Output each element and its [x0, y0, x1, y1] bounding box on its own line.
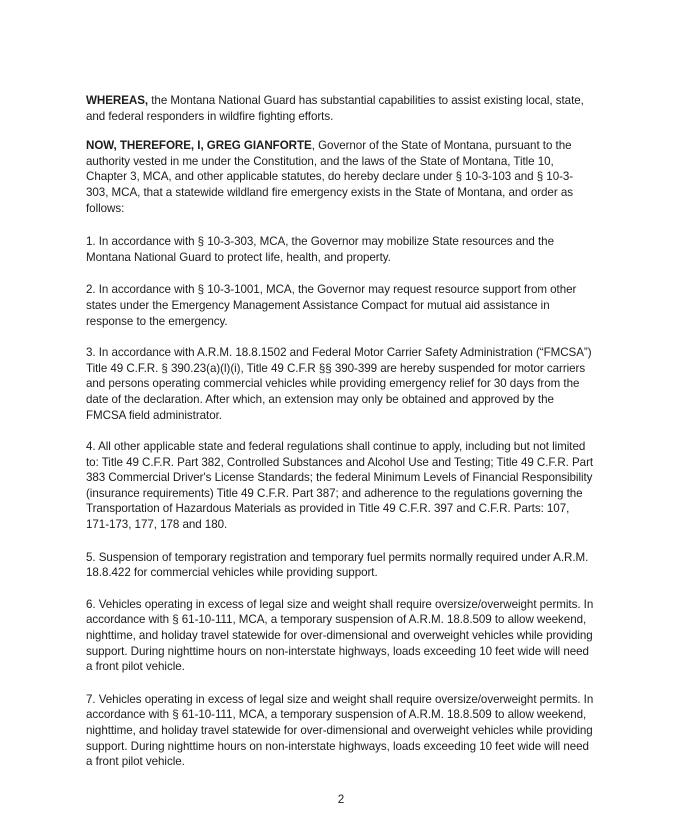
order-item-7: 7. Vehicles operating in excess of legal size and weight shall require oversize/overweight permits. In accordance with § 61-10-111, MCA, a temporary suspension of A.R.M. 18.8.509 to allow weekend, nighttime, and holiday travel statewide for over-dimensional and overweight vehicles while providing support. During nighttime hours on non-interstate highways, loads exceeding 10 feet wide will need a front pilot vehicle. [86, 692, 594, 769]
now-therefore-lead: NOW, THEREFORE, I, GREG GIANFORTE [86, 139, 312, 153]
whereas-paragraph [86, 93, 594, 124]
page-number: 2 [337, 793, 345, 806]
order-item-4: 4. All other applicable state and federal regulations shall continue to apply, including but not limited to: Title 49 C.F.R. Part 382, Controlled Substances and Alcohol Use and Testing; Title 49 C.F.R. Part 383 Commercial Driver's License Standards; the federal Minimum Levels of Financial Responsibility (insurance requirements) Title 49 C.F.R. Part 387; and adherence to the regulations governing the Transportation of Hazardous Materials as provided in Title 49 C.F.R. 397 and C.F.R. Parts: 107, 171-173, 177, 178 and 180. [86, 440, 594, 532]
order-item-1: 1. In accordance with § 10-3-303, MCA, the Governor may mobilize State resources and the Montana National Guard to protect life, health, and property. [86, 235, 554, 264]
order-item-5: 5. Suspension of temporary registration and temporary fuel permits normally required under A.R.M. 18.8.422 for commercial vehicles while providing support. [86, 550, 589, 580]
now-therefore-text: , Governor of the State of Montana, pursuant to the authority vested in me under the Constitution, and the laws of the State of Montana, Title 10, Chapter 3, MCA, and other applicable statutes, do hereby declare under § 10-3-103 and § 10-3-303, MCA, that a statewide wildland fire emergency exists in the State of Montana, and order as follows: [86, 139, 574, 215]
order-item-3: 3. In accordance with A.R.M. 18.8.1502 and Federal Motor Carrier Safety Administration (“FMCSA”) Title 49 C.F.R. § 390.23(a)(l)(i), Title 49 C.F.R §§ 390-399 are hereby suspended for motor carriers and persons operating commercial vehicles while providing emergency relief for 30 days from the date of the declaration. After which, an extension may only be obtained and approved by the FMCSA field administrator. [86, 346, 592, 422]
document-body [86, 93, 594, 770]
order-item-2: 2. In accordance with § 10-3-1001, MCA, the Governor may request resource support from other states under the Emergency Management Assistance Compact for mutual aid assistance in response to the emergency. [86, 283, 577, 328]
now-therefore-paragraph [86, 138, 594, 216]
order-item-6: 6. Vehicles operating in excess of legal size and weight shall require oversize/overweight permits. In accordance with § 61-10-111, MCA, a temporary suspension of A.R.M. 18.8.509 to allow weekend, nighttime, and holiday travel statewide for over-dimensional and overweight vehicles while providing support. During nighttime hours on non-interstate highways, loads exceeding 10 feet wide will need a front pilot vehicle. [86, 597, 594, 674]
whereas-lead: WHEREAS, [86, 94, 149, 107]
whereas-text: the Montana National Guard has substantial capabilities to assist existing local, state, and federal responders in wildfire fighting efforts. [86, 94, 584, 123]
